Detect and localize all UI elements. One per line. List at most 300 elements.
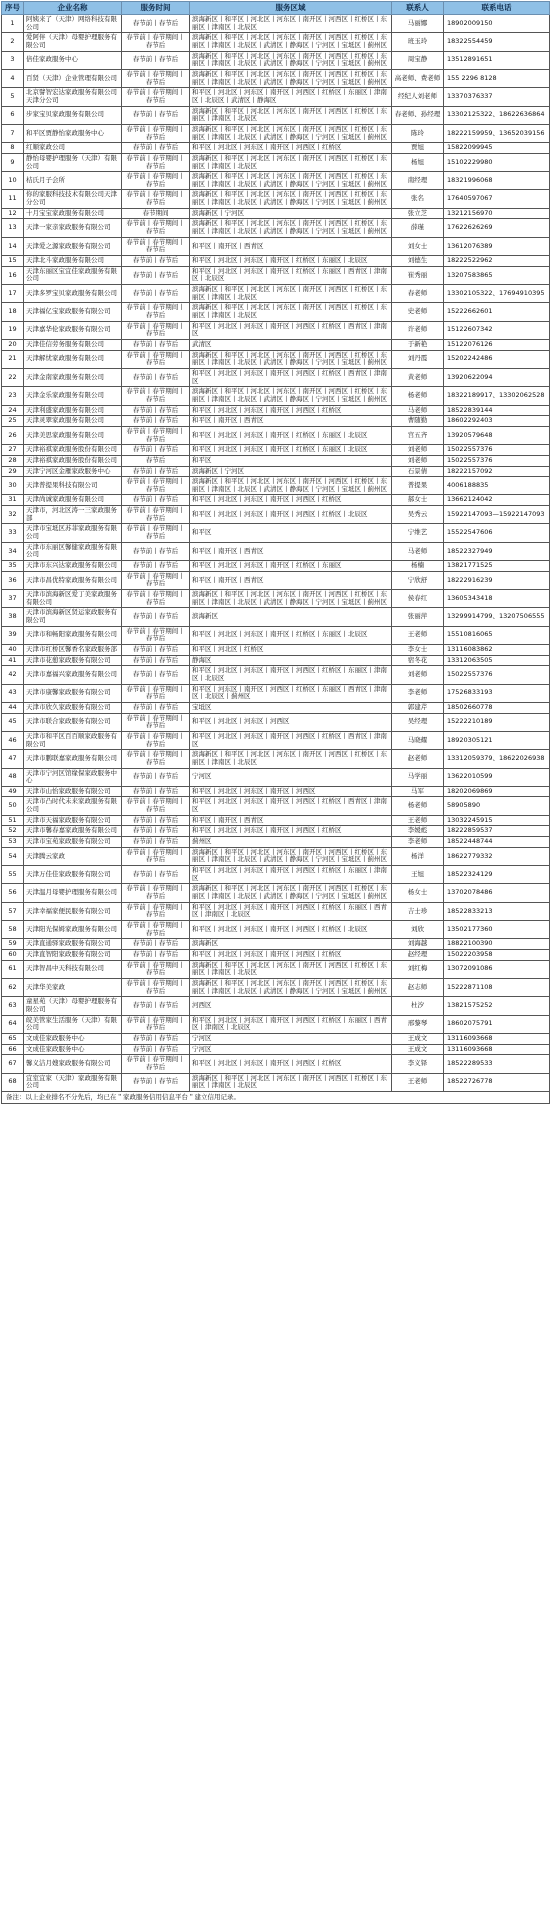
- table-row: [2, 561, 550, 572]
- row-number: 3: [2, 51, 24, 69]
- contact-person: 张丽萍: [392, 608, 444, 626]
- row-number: 68: [2, 1073, 24, 1091]
- service-area: 滨海新区丨和平区丨河北区丨河东区丨南开区丨河西区丨红桥区丨东丽区丨津南区丨北辰区: [190, 960, 392, 978]
- service-area: 滨海新区丨和平区丨河北区丨河东区丨南开区丨河西区丨红桥区丨东丽区丨津南区丨北辰区丨武清区丨静海区丨宁河区丨宝坻区丨蓟州区: [190, 51, 392, 69]
- company-name: 天津市和平区百百顺家政服务有限公司: [24, 731, 122, 749]
- service-area: 和平区丨河北区丨河东区丨南开区丨红桥区丨东丽区丨北辰区: [190, 256, 392, 267]
- service-area: 和平区丨河北区丨河东区丨南开区丨河西区丨红桥区丨西青区丨津南区: [190, 797, 392, 815]
- contact-phone: 18902009150: [444, 15, 550, 33]
- table-row: [2, 339, 550, 350]
- contact-phone: 18502660778: [444, 702, 550, 713]
- service-time: 春节前丨春节后: [122, 1044, 190, 1055]
- service-time: 春节前丨春节期间丨春节后: [122, 69, 190, 87]
- contact-person: 石景倩: [392, 466, 444, 477]
- contact-phone: 15022557376: [444, 666, 550, 684]
- contact-person: 李老师: [392, 837, 444, 848]
- service-area: 滨海新区丨和平区丨河北区丨河东区丨南开区丨河西区丨红桥区丨东丽区丨津南区丨北辰区丨武清区丨静海区丨宁河区丨宝坻区丨蓟州区: [190, 190, 392, 208]
- service-time: 春节前丨春节期间丨春节后: [122, 750, 190, 768]
- service-time: 春节前丨春节后: [122, 256, 190, 267]
- header-company: 企业名称: [24, 2, 122, 15]
- company-name: 皖美管家生活服务（天津）有限公司: [24, 1015, 122, 1033]
- contact-person: 侯春红: [392, 590, 444, 608]
- company-name: 天津裕祺家政服务股份有限公司: [24, 455, 122, 466]
- table-row: [2, 153, 550, 171]
- service-time: 春节前丨春节后: [122, 949, 190, 960]
- service-area: 滨海新区丨和平区丨河北区丨河东区丨南开区丨河西区丨红桥区丨东丽区丨津南区丨北辰区: [190, 303, 392, 321]
- company-name: 天津佳信劳务服务有限公司: [24, 339, 122, 350]
- footnote: 备注：以上企业排名不分先后，均已在＂家政服务信用信息平台＂建立信用记录。: [2, 1091, 550, 1104]
- service-area: 和平区丨河北区丨河东区丨南开区丨河西区丨红桥区丨西青区丨津南区: [190, 321, 392, 339]
- contact-phone: 18222859537: [444, 826, 550, 837]
- contact-phone: 18322554459: [444, 33, 550, 51]
- company-name: 天津美思家政服务有限公司: [24, 426, 122, 444]
- row-number: 36: [2, 571, 24, 589]
- row-number: 55: [2, 866, 24, 884]
- service-area: 和平区丨河北区丨河东区丨南开区丨河西区丨红桥区丨东丽区丨西青区丨津南区丨北辰区: [190, 1015, 392, 1033]
- company-name: 天津腾云家政: [24, 847, 122, 865]
- company-name: 天津市山怡家政服务有限公司: [24, 786, 122, 797]
- contact-phone: 17640597067: [444, 190, 550, 208]
- service-area: 滨海新区丨和平区丨河北区丨河东区丨南开区丨河西区丨红桥区丨东丽区丨津南区丨北辰区丨武清区丨静海区丨宁河区丨宝坻区丨蓟州区: [190, 978, 392, 996]
- service-time: 春节前丨春节后: [122, 655, 190, 666]
- service-area: 和平区丨河北区丨河东区丨南开区丨河西区丨红桥区丨西青区丨津南区: [190, 731, 392, 749]
- contact-person: 刘欣: [392, 921, 444, 939]
- contact-phone: 17526833193: [444, 684, 550, 702]
- service-area: 和平区丨河北区丨河东区丨南开区丨河西区丨红桥区: [190, 143, 392, 154]
- row-number: 20: [2, 339, 24, 350]
- company-name: 文成佳家政服务中心: [24, 1033, 122, 1044]
- service-time: 春节前丨春节后: [122, 266, 190, 284]
- company-name: 天津市馨春嘉家政服务有限公司: [24, 826, 122, 837]
- service-area: 和平区丨河北区丨河东区丨南开区丨河西区丨红桥区: [190, 1055, 392, 1073]
- table-row: [2, 190, 550, 208]
- company-name: 百贤（天津）企业管理有限公司: [24, 69, 122, 87]
- service-time: 春节前丨春节期间丨春节后: [122, 153, 190, 171]
- row-number: 28: [2, 455, 24, 466]
- company-name: 天津爱之源家政服务有限公司: [24, 237, 122, 255]
- table-row: [2, 590, 550, 608]
- service-area: 滨海新区丨和平区丨河北区丨河东区丨南开区丨河西区丨红桥区丨东丽区丨津南区丨北辰区: [190, 106, 392, 124]
- row-number: 60: [2, 949, 24, 960]
- row-number: 59: [2, 939, 24, 950]
- contact-phone: 13116083862: [444, 644, 550, 655]
- contact-phone: 18522726778: [444, 1073, 550, 1091]
- table-row: [2, 524, 550, 542]
- table-row: [2, 713, 550, 731]
- contact-phone: 15222210189: [444, 713, 550, 731]
- row-number: 41: [2, 655, 24, 666]
- contact-person: 王旭: [392, 866, 444, 884]
- row-number: 47: [2, 750, 24, 768]
- service-area: 和平区丨南开区丨西青区: [190, 237, 392, 255]
- row-number: 15: [2, 256, 24, 267]
- company-name: 天津尚诚家政服务有限公司: [24, 495, 122, 506]
- table-row: [2, 33, 550, 51]
- service-area: 滨海新区丨和平区丨河北区丨河东区丨南开区丨河西区丨红桥区丨东丽区丨津南区丨北辰区丨武清区丨静海区丨宁河区丨宝坻区丨蓟州区: [190, 69, 392, 87]
- service-area: 和平区丨河北区丨河东区丨南开区丨河西区丨红桥区丨东丽区丨津南区丨北辰区丨武清区丨静海区: [190, 88, 392, 106]
- company-name: 天津市和畅阳家政服务有限公司: [24, 626, 122, 644]
- company-name: 天津市宁河区馆缘保家政服务中心: [24, 768, 122, 786]
- service-area: 和平区丨河北区丨河东区丨南开区丨河西区丨红桥区丨东丽区丨津南区: [190, 866, 392, 884]
- row-number: 25: [2, 416, 24, 427]
- row-number: 52: [2, 826, 24, 837]
- service-area: 和平区丨河北区丨河东区丨南开区丨红桥区丨东丽区丨北辰区: [190, 426, 392, 444]
- row-number: 4: [2, 69, 24, 87]
- service-time: 春节前丨春节期间丨春节后: [122, 731, 190, 749]
- contact-person: 刘老师: [392, 666, 444, 684]
- service-area: 和平区丨南开区丨西青区: [190, 416, 392, 427]
- service-area: 和平区丨河北区丨河东区丨南开区丨河西区丨红桥区: [190, 826, 392, 837]
- row-number: 66: [2, 1044, 24, 1055]
- table-row: [2, 69, 550, 87]
- company-name: 童星苑（天津）母婴护理服务有限公司: [24, 997, 122, 1015]
- contact-person: 周宝静: [392, 51, 444, 69]
- contact-phone: 13920579648: [444, 426, 550, 444]
- service-area: 滨海新区丨和平区丨河北区丨河东区丨南开区丨河西区丨红桥区丨东丽区丨津南区丨北辰区: [190, 153, 392, 171]
- contact-phone: 13299914799、13207506555: [444, 608, 550, 626]
- contact-person: 马晓耀: [392, 731, 444, 749]
- table-row: [2, 702, 550, 713]
- company-name: 天津市天福家政服务有限公司: [24, 815, 122, 826]
- service-time: 春节前丨春节期间丨春节后: [122, 626, 190, 644]
- company-table: [1, 1, 550, 1104]
- table-row: [2, 815, 550, 826]
- service-area: 和平区丨河北区丨红桥区: [190, 644, 392, 655]
- table-row: [2, 445, 550, 456]
- contact-phone: 18222916239: [444, 571, 550, 589]
- service-area: 滨海新区丨和平区丨河北区丨河东区丨南开区丨河西区丨红桥区丨东丽区丨津南区丨北辰区丨武清区丨静海区丨宁河区丨宝坻区丨蓟州区: [190, 124, 392, 142]
- company-name: 宜室宜家（天津）家政服务有限公司: [24, 1073, 122, 1091]
- service-time: 春节前丨春节后: [122, 837, 190, 848]
- service-time: 春节前丨春节期间丨春节后: [122, 88, 190, 106]
- contact-person: 曹随勤: [392, 416, 444, 427]
- contact-person: 郭建芹: [392, 702, 444, 713]
- service-area: 滨海新区丨和平区丨河北区丨河东区丨南开区丨河西区丨红桥区丨东丽区丨津南区丨北辰区: [190, 285, 392, 303]
- contact-person: 春老师: [392, 285, 444, 303]
- table-row: [2, 506, 550, 524]
- contact-person: 李媛彪: [392, 826, 444, 837]
- table-header-row: [2, 2, 550, 15]
- table-row: [2, 88, 550, 106]
- contact-phone: 15510816065: [444, 626, 550, 644]
- table-row: [2, 321, 550, 339]
- company-name: 天津金南家政服务有限公司: [24, 368, 122, 386]
- row-number: 58: [2, 921, 24, 939]
- contact-phone: 18202069869: [444, 786, 550, 797]
- contact-person: 杨老师: [392, 797, 444, 815]
- contact-phone: 18622779332: [444, 847, 550, 865]
- company-name: 和平区贾静怡家政服务中心: [24, 124, 122, 142]
- contact-person: 李女士: [392, 644, 444, 655]
- company-name: 天津市滨海新区贤运家政服务有限公司: [24, 608, 122, 626]
- contact-phone: 18222159959、13652039156: [444, 124, 550, 142]
- contact-person: 陈玲: [392, 124, 444, 142]
- row-number: 40: [2, 644, 24, 655]
- contact-person: 宁维艺: [392, 524, 444, 542]
- table-row: [2, 1055, 550, 1073]
- row-number: 46: [2, 731, 24, 749]
- service-area: 滨海新区丨和平区丨河北区丨河东区丨南开区丨河西区丨红桥区丨东丽区丨津南区丨北辰区: [190, 750, 392, 768]
- service-area: 和平区丨河北区丨河东区丨南开区丨河西区丨红桥区: [190, 405, 392, 416]
- row-number: 62: [2, 978, 24, 996]
- company-name: 天津华美家政: [24, 978, 122, 996]
- contact-phone: 18321996068: [444, 172, 550, 190]
- contact-phone: 15522547606: [444, 524, 550, 542]
- contact-phone: 15202242486: [444, 350, 550, 368]
- header-contact: 联系人: [392, 2, 444, 15]
- contact-person: 刘老师: [392, 455, 444, 466]
- row-number: 45: [2, 713, 24, 731]
- table-row: [2, 731, 550, 749]
- contact-person: 吴经理: [392, 713, 444, 731]
- table-row: [2, 644, 550, 655]
- service-time: 春节前丨春节期间丨春节后: [122, 524, 190, 542]
- service-time: 春节前丨春节后: [122, 666, 190, 684]
- contact-person: 赵经理: [392, 949, 444, 960]
- row-number: 26: [2, 426, 24, 444]
- row-number: 56: [2, 884, 24, 902]
- table-row: [2, 960, 550, 978]
- row-number: 39: [2, 626, 24, 644]
- service-time: 春节前丨春节后: [122, 466, 190, 477]
- contact-person: 王老师: [392, 626, 444, 644]
- service-area: 和平区丨河北区丨河东区丨南开区丨河西区: [190, 786, 392, 797]
- service-time: 春节前丨春节后: [122, 939, 190, 950]
- service-time: 春节前丨春节后: [122, 339, 190, 350]
- service-area: 滨海新区丨宁河区: [190, 208, 392, 219]
- contact-phone: 18522324129: [444, 866, 550, 884]
- service-area: 和平区: [190, 524, 392, 542]
- service-area: 和平区丨河北区丨河东区丨南开区丨河西区丨红桥区: [190, 495, 392, 506]
- contact-phone: 13662124042: [444, 495, 550, 506]
- row-number: 53: [2, 837, 24, 848]
- contact-person: 张立芝: [392, 208, 444, 219]
- contact-phone: 13502177360: [444, 921, 550, 939]
- service-time: 春节前丨春节后: [122, 15, 190, 33]
- company-name: 天津普提果科技有限公司: [24, 477, 122, 495]
- service-area: 和平区丨河北区丨河东区丨南开区丨河西区丨红桥区: [190, 949, 392, 960]
- table-row: [2, 1033, 550, 1044]
- service-area: 和平区丨南开区丨西青区: [190, 815, 392, 826]
- row-number: 18: [2, 303, 24, 321]
- table-row: [2, 837, 550, 848]
- service-area: 滨海新区: [190, 939, 392, 950]
- service-time: 春节前丨春节期间丨春节后: [122, 303, 190, 321]
- contact-phone: 15022557376: [444, 445, 550, 456]
- row-number: 12: [2, 208, 24, 219]
- table-row: [2, 666, 550, 684]
- service-area: 蓟州区: [190, 837, 392, 848]
- contact-phone: 18522839144: [444, 405, 550, 416]
- service-area: 和平区丨南开区丨西青区: [190, 571, 392, 589]
- service-time: 春节前丨春节期间丨春节后: [122, 1015, 190, 1033]
- company-name: 天津温月母婴护理服务有限公司: [24, 884, 122, 902]
- table-row: [2, 285, 550, 303]
- table-row: [2, 455, 550, 466]
- company-name: 天津市鹏联嘉家政服务有限公司: [24, 750, 122, 768]
- service-time: 春节前丨春节期间丨春节后: [122, 506, 190, 524]
- contact-phone: 13207583865: [444, 266, 550, 284]
- table-row: [2, 416, 550, 427]
- row-number: 1: [2, 15, 24, 33]
- contact-person: 春老师、孙经理: [392, 106, 444, 124]
- contact-person: 南经理: [392, 172, 444, 190]
- company-name: 天津直通驿家政服务有限公司: [24, 939, 122, 950]
- service-time: 春节前丨春节后: [122, 786, 190, 797]
- contact-phone: 18602292403: [444, 416, 550, 427]
- service-time: 春节前丨春节期间丨春节后: [122, 33, 190, 51]
- service-area: 和平区丨河北区丨河东区丨南开区丨河西区丨红桥区丨西青区丨津南区: [190, 368, 392, 386]
- contact-phone: 15022203958: [444, 949, 550, 960]
- company-name: 天津市东兴达家政服务有限公司: [24, 561, 122, 572]
- row-number: 49: [2, 786, 24, 797]
- service-area: 宁河区: [190, 1044, 392, 1055]
- service-time: 春节前丨春节期间丨春节后: [122, 350, 190, 368]
- table-row: [2, 466, 550, 477]
- table-row: [2, 426, 550, 444]
- contact-person: 刘老师: [392, 445, 444, 456]
- table-row: [2, 655, 550, 666]
- contact-phone: 13312063505: [444, 655, 550, 666]
- table-row: [2, 1073, 550, 1091]
- contact-phone: 15122076126: [444, 339, 550, 350]
- contact-person: 邢黎琴: [392, 1015, 444, 1033]
- service-time: 春节前丨春节期间丨春节后: [122, 713, 190, 731]
- row-number: 29: [2, 466, 24, 477]
- contact-person: 薛瑾: [392, 219, 444, 237]
- row-number: 24: [2, 405, 24, 416]
- service-area: 滨海新区丨和平区丨河北区丨河东区丨南开区丨河西区丨红桥区丨东丽区丨津南区丨北辰区丨武清区丨静海区丨宁河区丨宝坻区丨蓟州区: [190, 387, 392, 405]
- service-time: 春节前丨春节后: [122, 495, 190, 506]
- contact-phone: 18920305121: [444, 731, 550, 749]
- service-area: 滨海新区丨和平区丨河北区丨河东区丨南开区丨河西区丨红桥区丨东丽区丨津南区丨北辰区丨武清区丨静海区丨宁河区丨宝坻区丨蓟州区: [190, 884, 392, 902]
- contact-person: 宿冬花: [392, 655, 444, 666]
- table-row: [2, 1044, 550, 1055]
- contact-person: 高老师、费老师: [392, 69, 444, 87]
- service-time: 春节前丨春节后: [122, 815, 190, 826]
- company-name: 天津利盛家政服务有限公司: [24, 405, 122, 416]
- table-row: [2, 208, 550, 219]
- table-row: [2, 939, 550, 950]
- contact-phone: 17622626269: [444, 219, 550, 237]
- contact-person: 于新艳: [392, 339, 444, 350]
- table-row: [2, 884, 550, 902]
- table-row: [2, 405, 550, 416]
- table-row: [2, 921, 550, 939]
- service-time: 春节前丨春节后: [122, 866, 190, 884]
- company-name: 天津市嘉福兴家政服务有限公司: [24, 666, 122, 684]
- company-name: 天津东丽区宝宜佳家政服务有限公司: [24, 266, 122, 284]
- company-name: 天津裕祺家政服务股份有限公司: [24, 445, 122, 456]
- contact-phone: 18222522962: [444, 256, 550, 267]
- company-name: 天津市宝坻区苏菲家政服务有限公司: [24, 524, 122, 542]
- contact-person: 崔秀丽: [392, 266, 444, 284]
- row-number: 10: [2, 172, 24, 190]
- contact-phone: 18322189917、13302062528: [444, 387, 550, 405]
- contact-person: 普提果: [392, 477, 444, 495]
- company-name: 天津嘉华伦家政服务有限公司: [24, 321, 122, 339]
- contact-person: 班玉玲: [392, 33, 444, 51]
- contact-phone: 18602075791: [444, 1015, 550, 1033]
- table-row: [2, 124, 550, 142]
- service-time: 春节前丨春节后: [122, 143, 190, 154]
- header-no: 序号: [2, 2, 24, 15]
- row-number: 33: [2, 524, 24, 542]
- contact-phone: 18522833213: [444, 902, 550, 920]
- service-time: 春节前丨春节期间丨春节后: [122, 172, 190, 190]
- row-number: 51: [2, 815, 24, 826]
- contact-person: 王老师: [392, 1073, 444, 1091]
- contact-phone: 13821771525: [444, 561, 550, 572]
- contact-person: 马丽娜: [392, 15, 444, 33]
- service-area: 和平区丨河北区丨河东区丨南开区丨河西区丨红桥区丨东丽区丨西青区丨津南区丨北辰区: [190, 902, 392, 920]
- row-number: 37: [2, 590, 24, 608]
- contact-phone: 18822100390: [444, 939, 550, 950]
- contact-phone: 15822099945: [444, 143, 550, 154]
- row-number: 67: [2, 1055, 24, 1073]
- service-area: 和平区丨河北区丨河东区丨南开区丨河西区丨红桥区丨北辰区: [190, 506, 392, 524]
- service-time: 春节前丨春节期间丨春节后: [122, 237, 190, 255]
- contact-person: 贾旭: [392, 143, 444, 154]
- service-time: 春节前丨春节后: [122, 368, 190, 386]
- company-name: 天津解忧家政服务有限公司: [24, 350, 122, 368]
- company-name: 天津幸福家便民服务有限公司: [24, 902, 122, 920]
- service-time: 春节前丨春节后: [122, 561, 190, 572]
- company-name: 爱阿伴（天津）母婴护理服务有限公司: [24, 33, 122, 51]
- service-time: 春节前丨春节期间丨春节后: [122, 124, 190, 142]
- header-area: 服务区域: [190, 2, 392, 15]
- service-time: 春节前丨春节期间丨春节后: [122, 847, 190, 865]
- contact-person: 赵老师: [392, 750, 444, 768]
- service-area: 和平区: [190, 455, 392, 466]
- company-name: 北京譬智宏达家政服务有限公司天津分公司: [24, 88, 122, 106]
- contact-phone: 58905890: [444, 797, 550, 815]
- contact-phone: 13212156970: [444, 208, 550, 219]
- contact-person: 杨女士: [392, 884, 444, 902]
- service-time: 春节前丨春节期间丨春节后: [122, 219, 190, 237]
- contact-person: 赵志师: [392, 978, 444, 996]
- contact-person: 杨洋: [392, 847, 444, 865]
- service-area: 滨海新区丨和平区丨河北区丨河东区丨南开区丨河西区丨红桥区丨东丽区丨津南区丨北辰区丨武清区丨静海区丨宁河区丨宝坻区丨蓟州区: [190, 219, 392, 237]
- service-area: 武清区: [190, 339, 392, 350]
- table-row: [2, 608, 550, 626]
- table-row: [2, 542, 550, 560]
- company-name: 馨义洁月嫂家政服务有限公司: [24, 1055, 122, 1073]
- row-number: 32: [2, 506, 24, 524]
- table-row: [2, 368, 550, 386]
- contact-phone: 13072091086: [444, 960, 550, 978]
- company-name: 天津金乐家政服务有限公司: [24, 387, 122, 405]
- service-area: 滨海新区丨和平区丨河北区丨河东区丨南开区丨河西区丨红桥区丨东丽区丨津南区丨北辰区丨武清区丨静海区丨宁河区丨宝坻区丨蓟州区: [190, 590, 392, 608]
- service-area: 和平区丨河北区丨河东区丨南开区丨红桥区丨东丽区丨北辰区: [190, 626, 392, 644]
- row-number: 50: [2, 797, 24, 815]
- contact-person: 杨楠: [392, 561, 444, 572]
- table-row: [2, 387, 550, 405]
- service-time: 春节后: [122, 455, 190, 466]
- table-row: [2, 750, 550, 768]
- service-time: 春节前丨春节期间丨春节后: [122, 884, 190, 902]
- service-time: 春节前丨春节期间丨春节后: [122, 978, 190, 996]
- table-row: [2, 684, 550, 702]
- row-number: 42: [2, 666, 24, 684]
- service-time: 春节前丨春节期间丨春节后: [122, 902, 190, 920]
- contact-phone: 15122607342: [444, 321, 550, 339]
- contact-person: 马老师: [392, 542, 444, 560]
- service-area: 宁河区: [190, 768, 392, 786]
- company-name: 天津直智阳家政服务有限公司: [24, 949, 122, 960]
- table-row: [2, 571, 550, 589]
- table-row: [2, 786, 550, 797]
